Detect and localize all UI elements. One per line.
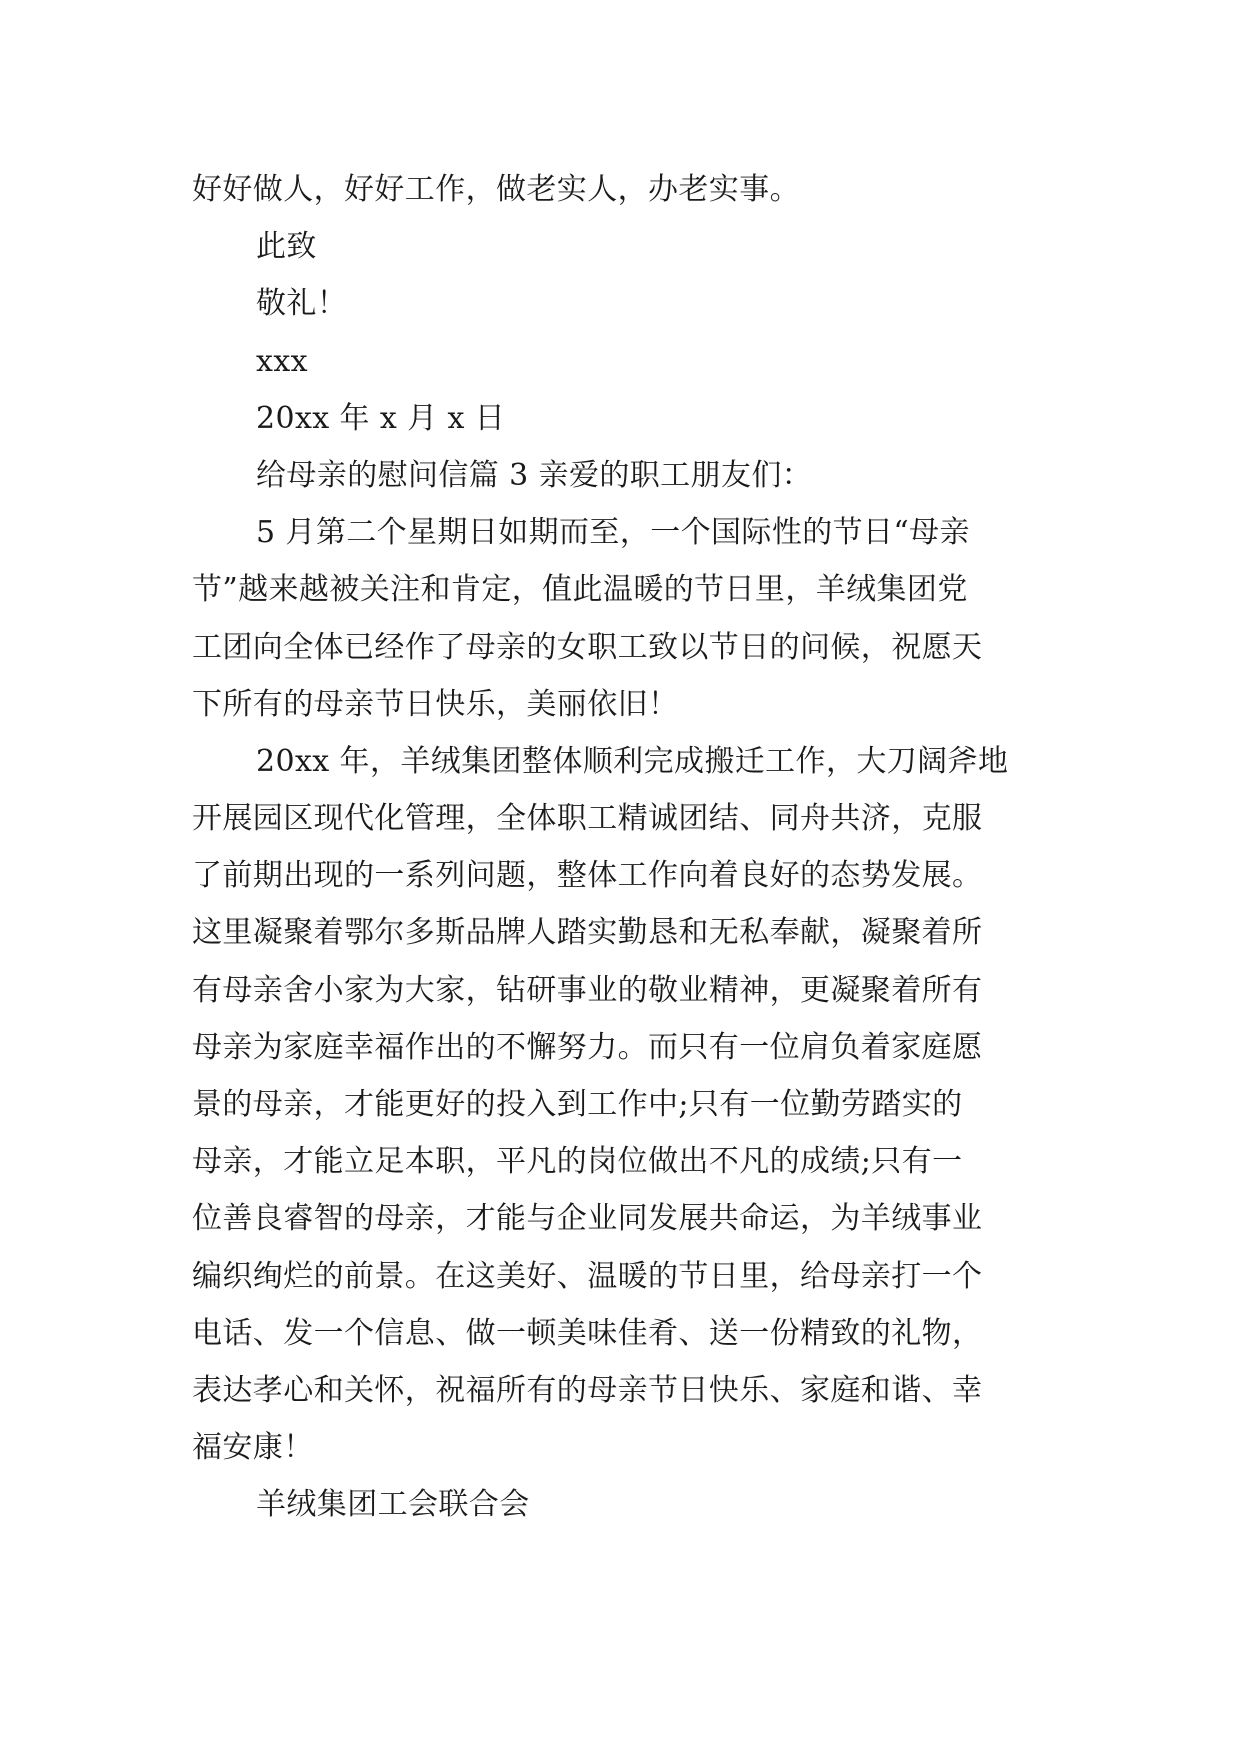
paragraph-line: 工团向全体已经作了母亲的女职工致以节日的问候，祝愿天 <box>192 629 983 665</box>
signature-name: xxx <box>256 343 308 379</box>
signature-organization: 羊绒集团工会联合会 <box>256 1487 530 1523</box>
paragraph-line: 20xx 年，羊绒集团整体顺利完成搬迁工作，大刀阔斧地 <box>256 743 1009 779</box>
body-line: 好好做人，好好工作，做老实人，办老实事。 <box>192 172 800 207</box>
paragraph-line: 表达孝心和关怀，祝福所有的母亲节日快乐、家庭和谐、幸 <box>192 1372 983 1408</box>
paragraph-line: 电话、发一个信息、做一顿美味佳肴、送一份精致的礼物， <box>192 1315 983 1351</box>
paragraph-line: 了前期出现的一系列问题，整体工作向着良好的态势发展。 <box>192 858 983 894</box>
paragraph-line: 这里凝聚着鄂尔多斯品牌人踏实勤恳和无私奉献，凝聚着所 <box>192 915 983 951</box>
closing-salutation-line: 此致 <box>256 229 317 265</box>
paragraph-line: 节”越来越被关注和肯定，值此温暖的节日里，羊绒集团党 <box>192 572 968 608</box>
paragraph-line: 5 月第二个星期日如期而至，一个国际性的节日“母亲 <box>256 515 970 551</box>
paragraph-line: 母亲，才能立足本职，平凡的岗位做出不凡的成绩;只有一 <box>192 1144 963 1180</box>
signature-date: 20xx 年 x 月 x 日 <box>256 400 506 436</box>
paragraph-line: 编织绚烂的前景。在这美好、温暖的节日里，给母亲打一个 <box>192 1258 983 1294</box>
closing-regards-line: 敬礼！ <box>256 286 348 322</box>
paragraph-line: 开展园区现代化管理，全体职工精诚团结、同舟共济，克服 <box>192 801 983 837</box>
paragraph-line: 位善良睿智的母亲，才能与企业同发展共命运，为羊绒事业 <box>192 1201 983 1237</box>
paragraph-line: 母亲为家庭幸福作出的不懈努力。而只有一位肩负着家庭愿 <box>192 1029 983 1065</box>
paragraph-line: 景的母亲，才能更好的投入到工作中;只有一位勤劳踏实的 <box>192 1087 963 1122</box>
paragraph-line: 福安康！ <box>192 1430 314 1466</box>
section-heading: 给母亲的慰问信篇 3 亲爱的职工朋友们： <box>256 457 813 493</box>
paragraph-line: 下所有的母亲节日快乐，美丽依旧！ <box>192 686 679 722</box>
letter-body <box>192 161 1062 1534</box>
paragraph-line: 有母亲舍小家为大家，钻研事业的敬业精神，更凝聚着所有 <box>192 972 983 1008</box>
